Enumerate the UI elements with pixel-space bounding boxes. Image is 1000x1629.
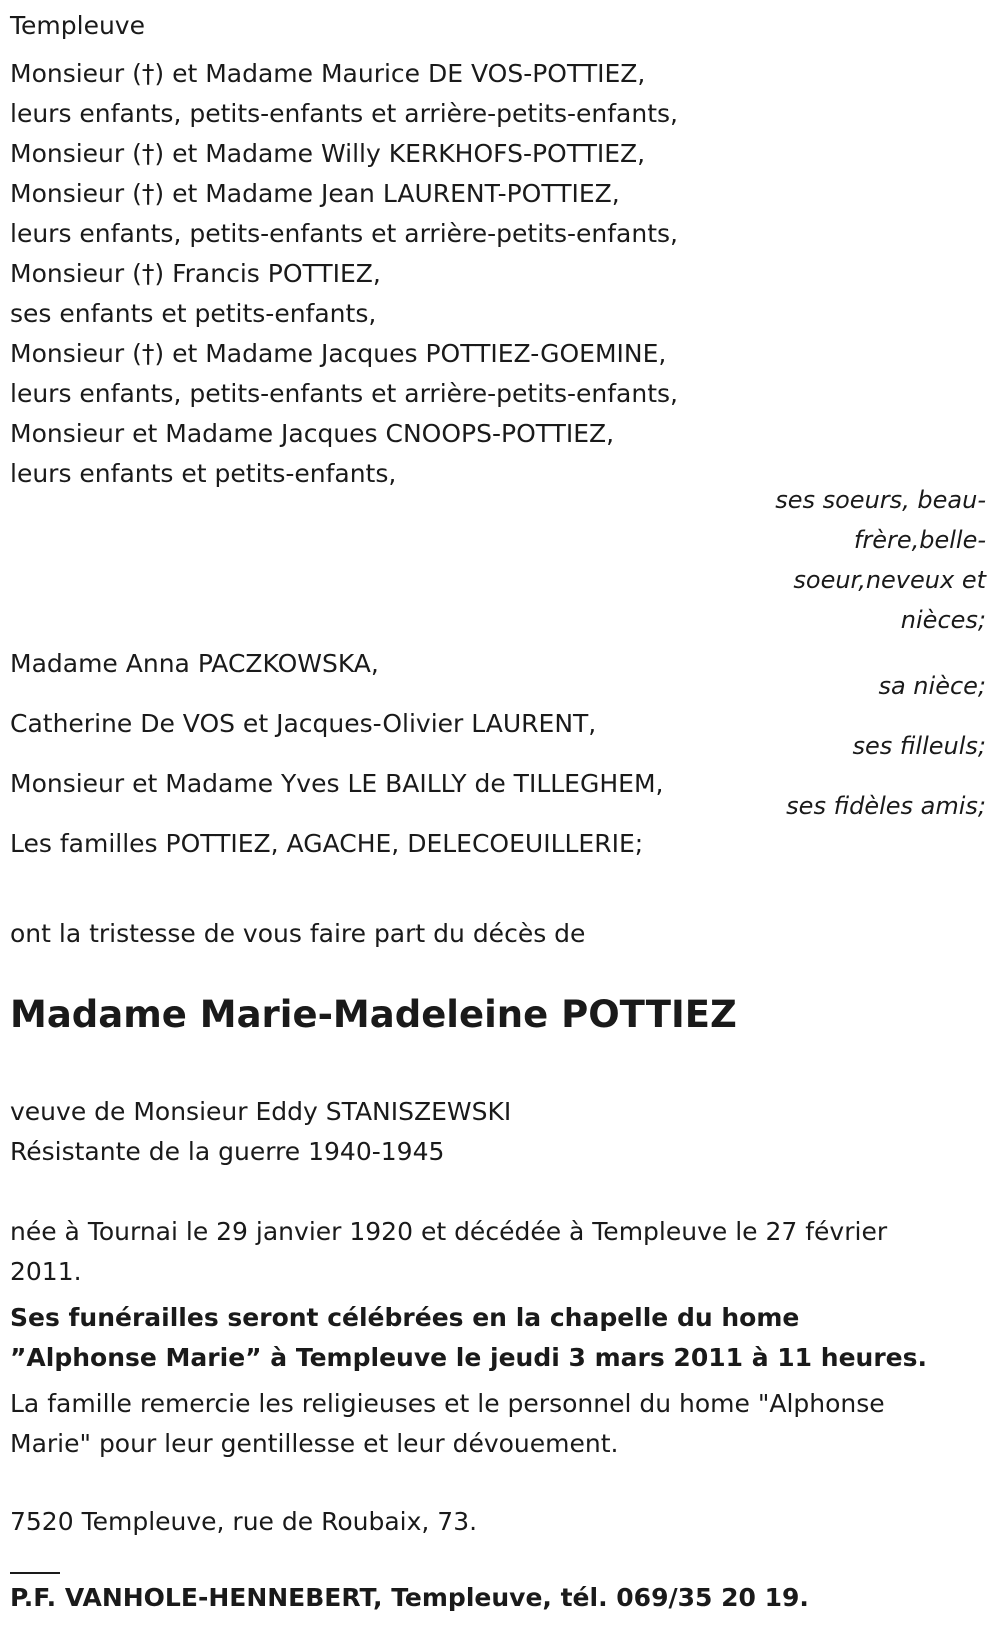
funeral-info: Ses funérailles seront célébrées en la chapelle du home ”Alphonse Marie” à Templeuve le jeudi 3 mars 2011 à 11 heures. (10, 1303, 927, 1372)
mourner-name: Les familles POTTIEZ, AGACHE, DELECOEUILLERIE; (10, 829, 644, 858)
other-mourner (10, 764, 990, 826)
other-mourner (10, 824, 990, 864)
thanks-note: La famille remercie les religieuses et le personnel du home "Alphonse Marie" pour leur gentillesse et leur dévouement. (10, 1389, 885, 1458)
mourner-name: Catherine De VOS et Jacques-Olivier LAURENT, (10, 709, 597, 738)
family-address: 7520 Templeuve, rue de Roubaix, 73. (10, 1507, 478, 1536)
family-list (10, 54, 990, 494)
other-mourner (10, 704, 990, 766)
family-line: leurs enfants, petits-enfants et arrière-petits-enfants, (10, 379, 678, 408)
mourner-relation: ses filleuls; (852, 732, 986, 760)
resistance-note: Résistante de la guerre 1940-1945 (10, 1137, 445, 1166)
family-line: Monsieur et Madame Jacques CNOOPS-POTTIEZ, (10, 419, 615, 448)
mourner-name: Monsieur et Madame Yves LE BAILLY de TILLEGHEM, (10, 769, 664, 798)
other-mourner (10, 644, 990, 706)
family-line: Monsieur (†) et Madame Willy KERKHOFS-POTTIEZ, (10, 139, 646, 168)
mourner-relation: sa nièce; (878, 672, 986, 700)
family-line: Monsieur (†) Francis POTTIEZ, (10, 259, 381, 288)
family-line: leurs enfants, petits-enfants et arrière-petits-enfants, (10, 219, 678, 248)
funeral-director: P.F. VANHOLE-HENNEBERT, Templeuve, tél. 069/35 20 19. (10, 1583, 809, 1612)
mourner-name: Madame Anna PACZKOWSKA, (10, 649, 379, 678)
deceased-details (10, 1092, 990, 1172)
family-relation: ses soeurs, beau-frère,belle-soeur,neveux et nièces; (775, 486, 986, 634)
family-line: leurs enfants et petits-enfants, (10, 459, 397, 488)
separator-rule (10, 1572, 60, 1574)
mourner-relation: ses fidèles amis; (786, 792, 986, 820)
family-line: Monsieur (†) et Madame Jacques POTTIEZ-GOEMINE, (10, 339, 667, 368)
family-line: Monsieur (†) et Madame Maurice DE VOS-POTTIEZ, (10, 59, 646, 88)
birth-death-dates: née à Tournai le 29 janvier 1920 et décédée à Templeuve le 27 février 2011. (10, 1217, 888, 1286)
family-line: Monsieur (†) et Madame Jean LAURENT-POTTIEZ, (10, 179, 620, 208)
location-heading: Templeuve (10, 11, 145, 40)
widow-of: veuve de Monsieur Eddy STANISZEWSKI (10, 1097, 512, 1126)
family-line: ses enfants et petits-enfants, (10, 299, 377, 328)
announcement-intro: ont la tristesse de vous faire part du décès de (10, 919, 586, 948)
deceased-name: Madame Marie-Madeleine POTTIEZ (10, 993, 737, 1036)
family-line: leurs enfants, petits-enfants et arrière-petits-enfants, (10, 99, 678, 128)
